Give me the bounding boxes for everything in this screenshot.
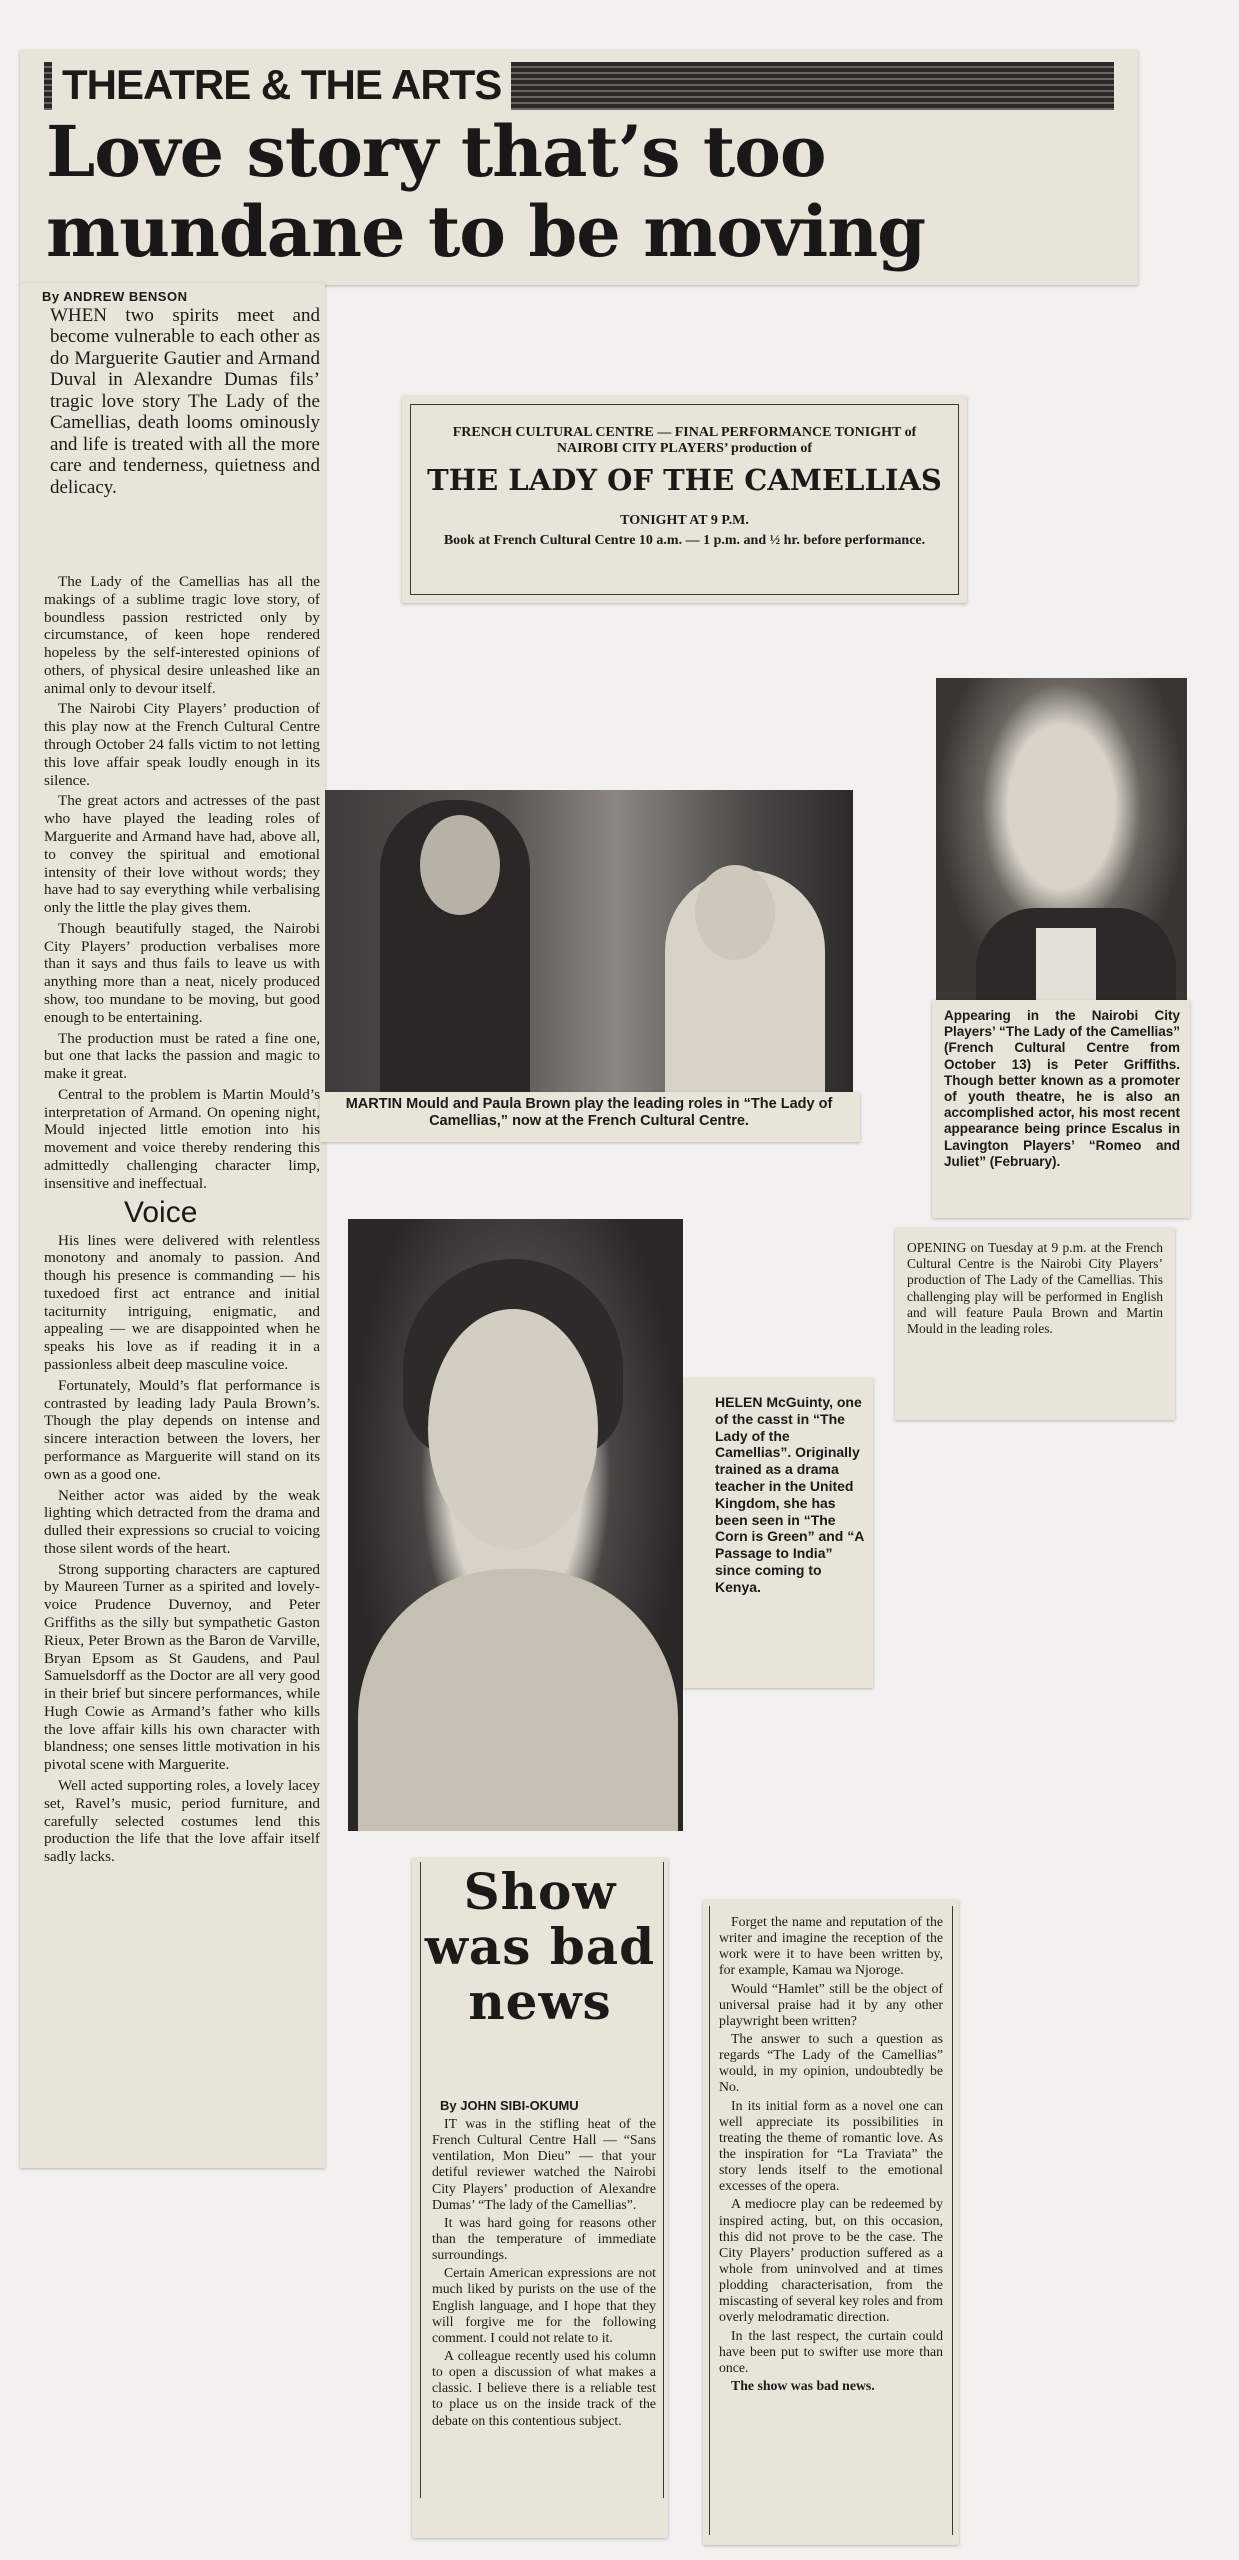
review-column: [20, 283, 325, 2168]
notice-time: TONIGHT AT 9 P.M.: [620, 512, 749, 528]
mcguinty-caption-clipping: [683, 1378, 873, 1688]
second-review-closing: The show was bad news.: [731, 2377, 875, 2393]
second-review-paragraph: A mediocre play can be redeemed by inspired acting, but, on this occasion, this did not prove to be the case. The City Players’ production suffered as a whole from uninvolved and at times plodding characterisation, from the miscasting of several key roles and from overly melodramatic direction.: [719, 2196, 943, 2325]
second-review-headline: Show was bad news: [424, 1862, 656, 2031]
section-label: THEATRE & THE ARTS: [52, 60, 511, 110]
griffiths-caption-clipping: [932, 1000, 1190, 1218]
review-paragraph: The great actors and actresses of the past who have played the leading roles of Marguerite and Armand have had, above all, to convey the spiritual and emotional intensity of their love without words; they have had to say everything while verbalising only the little the play gives them.: [44, 792, 320, 917]
second-review-clipping-2: [703, 1900, 959, 2545]
opening-note: OPENING on Tuesday at 9 p.m. at the French Cultural Centre is the Nairobi City Players’ production of The Lady of the Camellias. This challenging play will be performed in English and will feature Paula Brown and Martin Mould in the leading roles.: [907, 1240, 1163, 1336]
mcguinty-photo: [348, 1219, 683, 1831]
second-review-paragraph: IT was in the stifling heat of the French Cultural Centre Hall — “Sans ventilation, Mon Dieu” — that your detiful reviewer watched the Nairobi City Players’ production of Alexandre Dumas’ “The lady of the Camellias”.: [432, 2116, 656, 2212]
second-review-paragraph: Would “Hamlet” still be the object of universal praise had it by any other playwright been written?: [719, 1980, 943, 2028]
couple-photo: [325, 790, 853, 1092]
review-headline: Love story that’s too mundane to be moving: [46, 110, 926, 273]
review-paragraph: The Nairobi City Players’ production of this play now at the French Cultural Centre through October 24 falls victim to not letting this love affair speak loudly enough in its silence.: [44, 700, 320, 789]
notice-border: [410, 404, 959, 595]
review-paragraph: The Lady of the Camellias has all the makings of a sublime tragic love story, of boundless passion restricted only by circumstance, of keen hope rendered hopeless by the self-interested opinions of others, of physical desire unleashed like an animal only to devour itself.: [44, 573, 320, 697]
performance-notice: [402, 396, 967, 603]
griffiths-caption: Appearing in the Nairobi City Players’ “The Lady of the Camellias” (French Cultural Centre from October 13) is Peter Griffiths. Though better known as a promoter of youth theatre, he is also an accomplished actor, his most recent appearance being prince Escalus in Lavington Players’ “Romeo and Juliet” (February).: [944, 1008, 1180, 1169]
review-paragraph: Fortunately, Mould’s flat performance is contrasted by leading lady Paula Brown’s. Though the play depends on intense and sincere interaction between the lovers, her performance as Marguerite will stand on its own as a good one.: [44, 1376, 320, 1483]
second-review-column-2: [719, 1914, 943, 2396]
griffiths-photo: [936, 678, 1187, 1000]
header-clipping: [20, 50, 1138, 285]
notice-booking: Book at French Cultural Centre 10 a.m. — 1 p.m. and ½ hr. before performance.: [443, 532, 926, 548]
review-lead: WHEN two spirits meet and become vulnerable to each other as do Marguerite Gautier and Armand Duval in Alexandre Dumas fils’ tragic love story The Lady of the Camellias, death looms ominously and life is treated with all the more care and tenderness, quietness and delicacy.: [50, 305, 320, 498]
review-paragraph: Central to the problem is Martin Mould’s interpretation of Armand. On opening night, Mould injected little emotion into his movement and voice thereby rendering this admittedly challenging character limp, insensitive and ineffectual.: [44, 1085, 320, 1192]
notice-intro: FRENCH CULTURAL CENTRE — FINAL PERFORMANCE TONIGHT of NAIROBI CITY PLAYERS’ production of: [452, 425, 917, 457]
couple-caption: MARTIN Mould and Paula Brown play the leading roles in “The Lady of Camellias,” now at the French Cultural Centre.: [345, 1096, 833, 1130]
second-review-paragraph: In its initial form as a novel one can well appreciate its possibilities in treating the theme of romantic love. As the inspiration for “La Traviata” the story lends itself to the emotional excesses of the opera.: [719, 2097, 943, 2194]
review-paragraph: His lines were delivered with relentless monotony and anomaly to passion. And though his presence is commanding — his tuxedoed first act entrance and initial taciturnity intriguing, enigmatic, and appealing — we are disappointed when he speaks his love as if reading it in a passionless albeit deep masculine voice.: [44, 1231, 320, 1374]
second-review-column-1: [432, 2116, 656, 2431]
second-review-paragraph: Certain American expressions are not much liked by purists on the use of the English language, and I hope that they will forgive me for the following comment. I could not relate to it.: [432, 2265, 656, 2345]
review-byline: By ANDREW BENSON: [42, 289, 188, 304]
second-review-paragraph: It was hard going for reasons other than the temperature of immediate surroundings.: [432, 2214, 656, 2263]
review-paragraph: Though beautifully staged, the Nairobi City Players’ production verbalises more than it says and thus fails to leave us with anything more than a neat, nicely produced show, too mundane to be moving, but good enough to be entertaining.: [44, 919, 320, 1026]
review-body: [44, 573, 320, 1869]
review-paragraph: Well acted supporting roles, a lovely lacey set, Ravel’s music, period furniture, and carefully selected costumes lend this production the life that the love affair itself sadly lacks.: [44, 1777, 320, 1866]
couple-caption-clipping: [320, 1092, 860, 1142]
review-subhead: Voice: [124, 1195, 198, 1229]
second-review-paragraph: Forget the name and reputation of the writer and imagine the reception of the work were it to have been written by, for example, Kamau wa Njoroge.: [719, 1914, 943, 1978]
review-paragraph: The production must be rated a fine one, but one that lacks the passion and magic to make it great.: [44, 1029, 320, 1083]
opening-note-clipping: [895, 1228, 1175, 1420]
second-review-paragraph: A colleague recently used his column to open a discussion of what makes a classic. I believe there is a reliable test to place us on the inside track of the debate on this contentious subject.: [432, 2347, 656, 2428]
mcguinty-caption: HELEN McGuinty, one of the casst in “The Lady of the Camellias”. Originally trained as a drama teacher in the United Kingdom, she has been seen in “The Corn is Green” and “A Passage to India” since coming to Kenya.: [715, 1394, 864, 1595]
second-review-paragraph: The answer to such a question as regards “The Lady of the Camellias” would, in my opinion, undoubtedly be No.: [719, 2030, 943, 2095]
notice-title: THE LADY OF THE CAMELLIAS: [427, 463, 942, 498]
second-review-paragraph: In the last respect, the curtain could have been put to swifter use more than once.: [719, 2327, 943, 2375]
second-review-clipping: [412, 1858, 668, 2538]
review-paragraph: Strong supporting characters are captured by Maureen Turner as a spirited and lovely-voice Prudence Duvernoy, and Peter Griffiths as the silly but sympathetic Gaston Rieux, Peter Brown as the Baron de Varville, Bryan Epsom as St Gaudens, and Paul Samuelsdorff as the Doctor are all very good in their brief but sincere performances, while Hugh Cowie as Armand’s father who kills the love affair kills his own character with blandness; one senses little motivation in his pivotal scene with Marguerite.: [44, 1560, 320, 1774]
review-paragraph: Neither actor was aided by the weak lighting which detracted from the drama and dulled their expressions so crucial to voicing those silent words of the heart.: [44, 1486, 320, 1557]
second-review-byline: By JOHN SIBI-OKUMU: [440, 2098, 579, 2113]
